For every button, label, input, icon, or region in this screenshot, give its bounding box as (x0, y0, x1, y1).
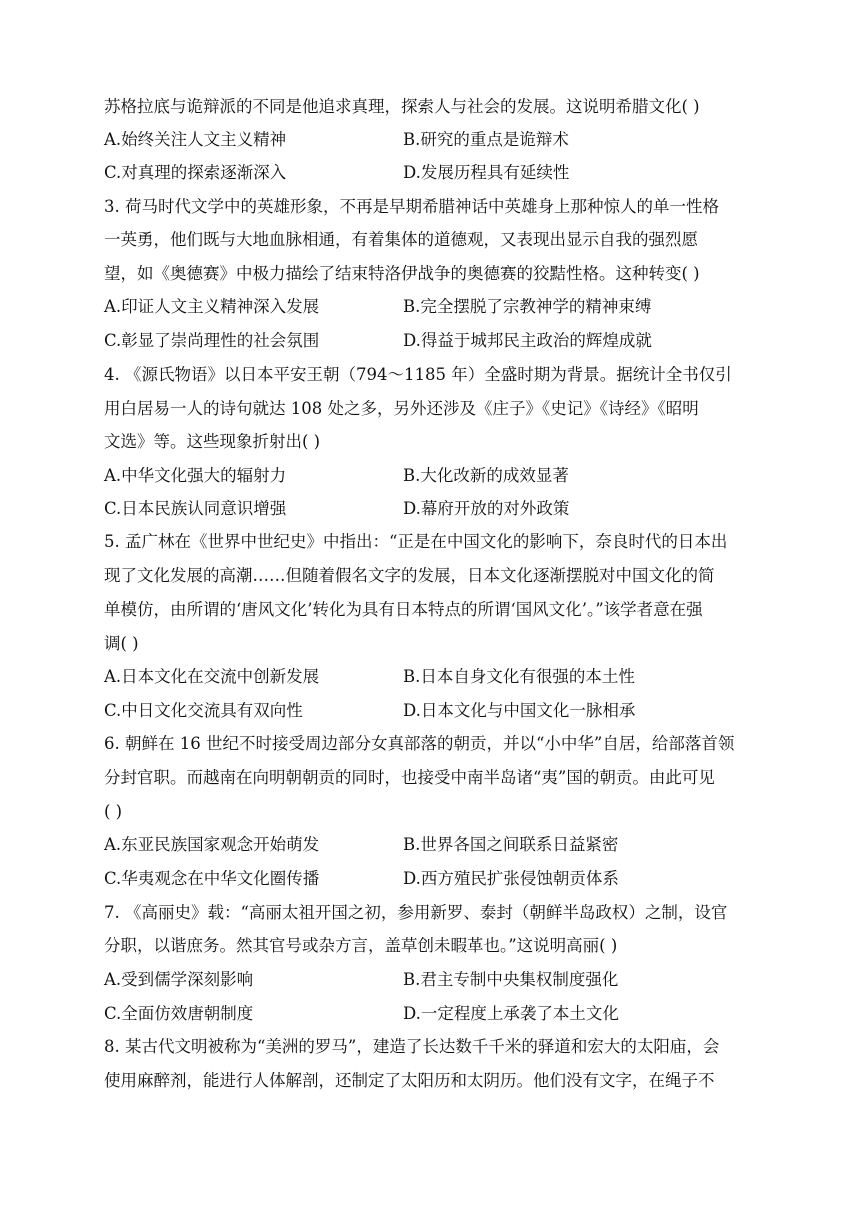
option-left: A.东亚民族国家观念开始萌发 (104, 835, 320, 854)
option-right: D.发展历程具有延续性 (403, 163, 570, 182)
text-line: 3. 荷马时代文学中的英雄形象，不再是早期希腊神话中英雄身上那种惊人的单一性格 (104, 197, 719, 216)
text-line: 8. 某古代文明被称为“美洲的罗马”，建造了长达数千千米的驿道和宏大的太阳庙，会 (104, 1037, 720, 1056)
option-right: D.西方殖民扩张侵蚀朝贡体系 (403, 869, 619, 888)
text-line: 望，如《奥德赛》中极力描绘了结束特洛伊战争的奥德赛的狡黠性格。这种转变( ) (104, 264, 700, 283)
option-right: D.日本文化与中国文化一脉相承 (403, 701, 636, 720)
option-row (104, 296, 764, 318)
option-row (104, 969, 764, 991)
text-line: 苏格拉底与诡辩派的不同是他追求真理，探索人与社会的发展。这说明希腊文化( ) (104, 97, 700, 116)
text-line: 现了文化发展的高潮……但随着假名文字的发展，日本文化逐渐摆脱对中国文化的简 (104, 566, 715, 585)
option-right: B.完全摆脱了宗教神学的精神束缚 (403, 297, 652, 316)
option-right: D.幕府开放的对外政策 (403, 499, 570, 518)
text-line: 一英勇，他们既与大地血脉相通，有着集体的道德观，又表现出显示自我的强烈愿 (104, 230, 698, 249)
option-left: A.印证人文主义精神深入发展 (104, 297, 320, 316)
option-row (104, 868, 764, 890)
text-line: 6. 朝鲜在 16 世纪不时接受周边部分女真部落的朝贡，并以“小中华”自居，给部落首领 (104, 734, 735, 753)
option-row (104, 465, 764, 487)
option-right: B.研究的重点是诡辩术 (403, 130, 569, 149)
option-row (104, 498, 764, 520)
option-row (104, 162, 764, 184)
text-line: ( ) (104, 802, 123, 821)
option-left: C.华夷观念在中华文化圈传播 (104, 869, 320, 888)
option-right: D.一定程度上承袭了本土文化 (403, 1004, 619, 1023)
option-right: B.日本自身文化有很强的本土性 (403, 667, 635, 686)
option-right: B.大化改新的成效显著 (403, 466, 569, 485)
text-line: 分职，以谐庶务。然其官号或杂方言，盖草创未暇革也。”这说明高丽( ) (104, 936, 618, 955)
option-left: C.全面仿效唐朝制度 (104, 1004, 254, 1023)
option-left: A.始终关注人文主义精神 (104, 130, 287, 149)
text-line: 4. 《源氏物语》以日本平安王朝（794～1185 年）全盛时期为背景。据统计全书仅引 (104, 365, 732, 384)
text-line: 分封官职。而越南在向明朝朝贡的同时，也接受中南半岛诸“夷”国的朝贡。由此可见 (104, 768, 715, 787)
option-right: B.君主专制中央集权制度强化 (403, 970, 619, 989)
option-left: C.对真理的探索逐渐深入 (104, 163, 287, 182)
option-left: A.中华文化强大的辐射力 (104, 466, 287, 485)
option-row (104, 1003, 764, 1025)
text-line: 5. 孟广林在《世界中世纪史》中指出：“正是在中国文化的影响下，奈良时代的日本出 (104, 532, 728, 551)
text-line: 文选》等。这些现象折射出( ) (104, 432, 321, 451)
option-left: A.受到儒学深刻影响 (104, 970, 254, 989)
text-line: 调( ) (104, 634, 139, 653)
option-row (104, 330, 764, 352)
text-line: 7. 《高丽史》载：“高丽太祖开国之初，参用新罗、泰封（朝鲜半岛政权）之制，设官 (104, 903, 728, 922)
option-right: D.得益于城邦民主政治的辉煌成就 (403, 331, 652, 350)
text-line: 用白居易一人的诗句就达 108 处之多，另外还涉及《庄子》《史记》《诗经》《昭明 (104, 399, 699, 418)
text-line: 单模仿，由所谓的‘唐风文化’转化为具有日本特点的所谓‘国风文化’。”该学者意在强 (104, 600, 703, 619)
option-row (104, 129, 764, 151)
option-row (104, 666, 764, 688)
option-left: C.日本民族认同意识增强 (104, 499, 287, 518)
option-left: C.中日文化交流具有双向性 (104, 701, 303, 720)
option-right: B.世界各国之间联系日益紧密 (403, 835, 619, 854)
option-left: A.日本文化在交流中创新发展 (104, 667, 320, 686)
option-left: C.彰显了崇尚理性的社会氛围 (104, 331, 320, 350)
option-row (104, 700, 764, 722)
option-row (104, 834, 764, 856)
text-line: 使用麻醉剂，能进行人体解剖，还制定了太阳历和太阴历。他们没有文字，在绳子不 (104, 1071, 715, 1090)
